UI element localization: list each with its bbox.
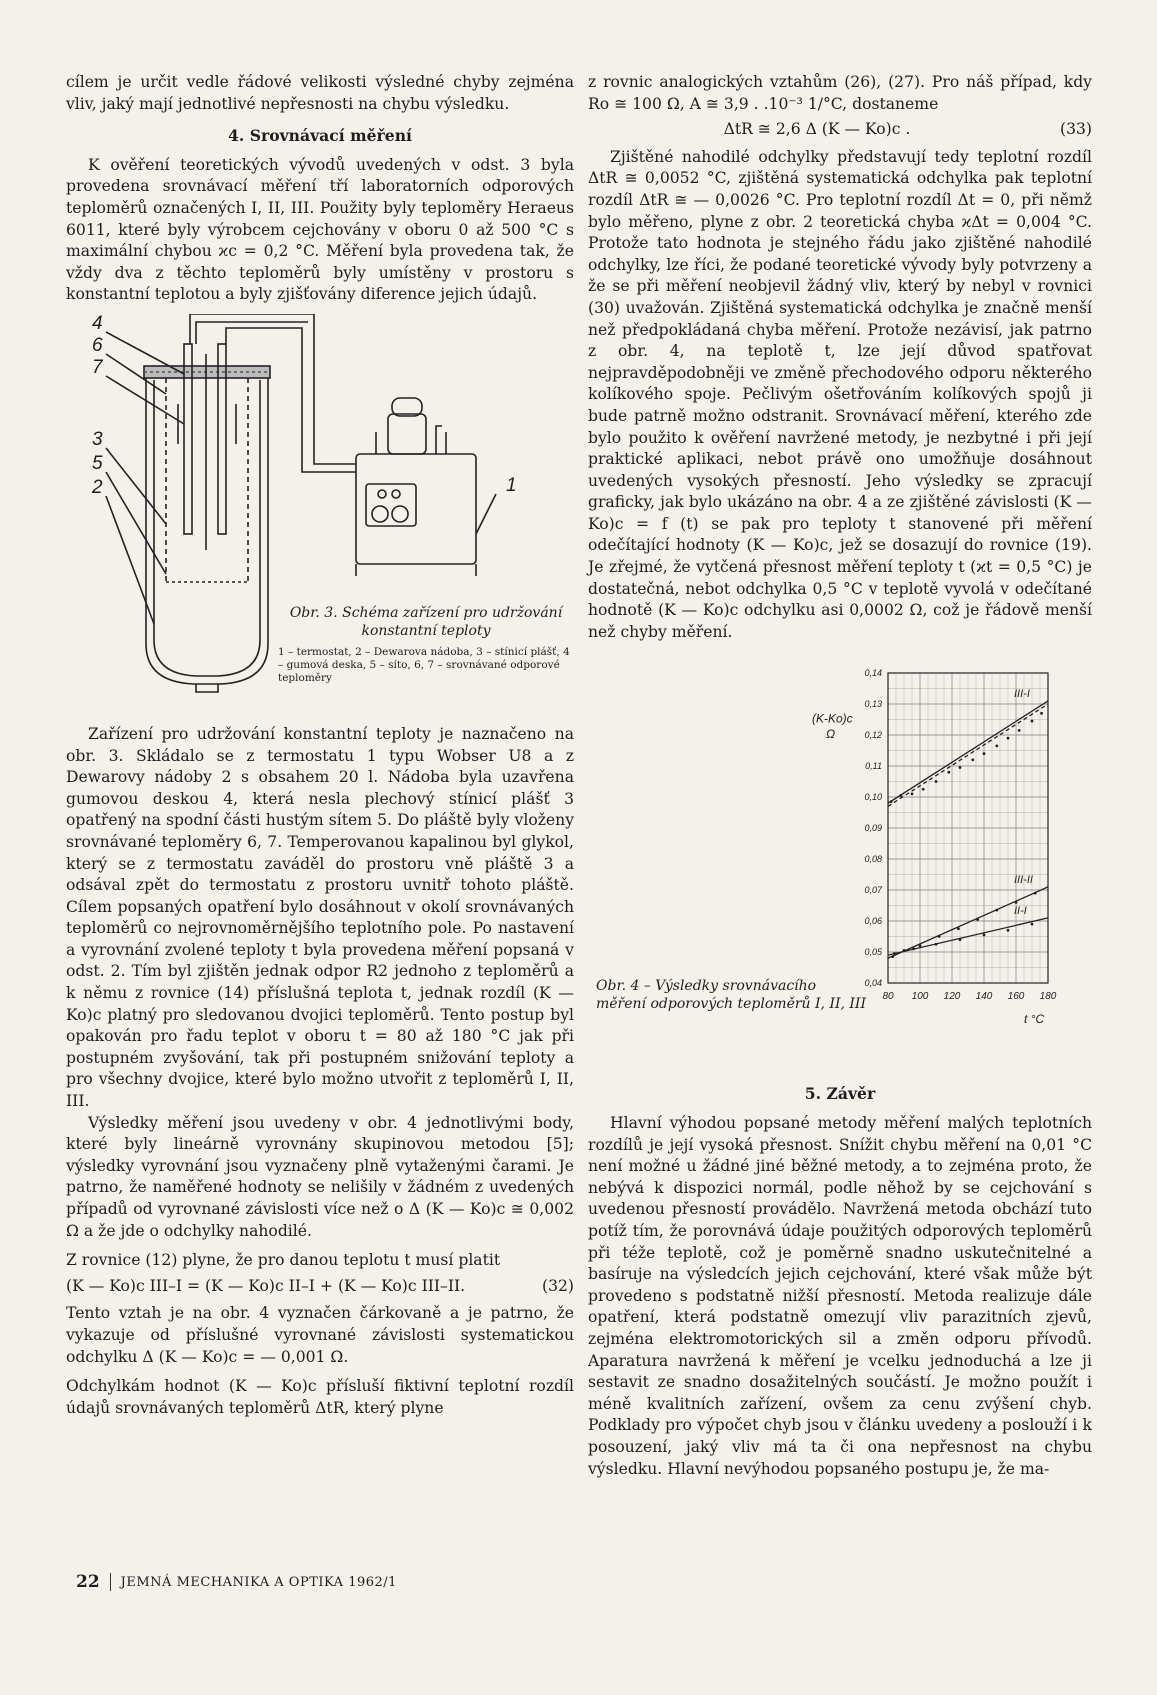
data-point: [983, 934, 986, 937]
figure-4: [588, 653, 1092, 1073]
data-point: [1040, 712, 1043, 715]
figure-3-legend: 1 – termostat, 2 – Dewarova nádoba, 3 – stínicí plášť, 4 – gumová deska, 5 – síto, 6, 7 – srovnávané odporové teploměry: [278, 645, 570, 684]
y-tick-label: 0,08: [864, 854, 882, 865]
x-axis-label: t °C: [1024, 1012, 1045, 1027]
figure-3: [66, 314, 574, 714]
data-point: [976, 918, 979, 921]
data-point: [959, 939, 962, 942]
y-tick-label: 0,06: [864, 916, 882, 927]
data-point: [912, 948, 915, 951]
paragraph: Hlavní výhodou popsané metody měření malých teplotních rozdílů je její vysoká přesnost. Snížit chybu měření na 0,01 °C není možné u žádné jiné běžné metody, a to zejména proto, že nebývá k dispozici normál, podle něhož by se cejchování s uvedenou přesností provádělo. Navržená metoda obchází tuto potíž tím, že porovnává údaje použitých odporových teploměrů při téže teplotě, což je poměrně snadno uskutečnitelné a basíruje na výsledcích jejich cejchování, které však může být provedeno s podstatně nižší přesností. Metoda realizuje dále opatření, která podstatně omezují vliv parazitních zjevů, zejména elektromotorických sil a změn odporu přívodů. Aparatura navržená k měření je vcelku jednoduchá a lze ji sestavit ze snadno dosažitelných součástí. Je možno použít i méně kvalitních zařízení, ovšem za cenu zvýšení chyb. Podklady pro výpočet chyb jsou v článku uvedeny a poslouží i k posouzení, jaký vliv má ta či ona nepřesnost na chybu výsledku. Hlavní nevýhodou popsaného postupu je, že ma-: [588, 1114, 1092, 1478]
data-point: [1031, 720, 1034, 723]
data-point: [1007, 737, 1010, 740]
y-tick-label: 0,12: [864, 730, 882, 741]
section-heading-4: 4. Srovnávací měření: [228, 126, 412, 146]
data-point: [893, 953, 896, 956]
y-axis-unit: Ω: [826, 727, 836, 742]
x-tick-label: 100: [911, 991, 929, 1003]
data-point: [919, 945, 922, 948]
paragraph: Výsledky měření jsou uvedeny v obr. 4 jednotlivými body, které byly lineárně vyrovnány skupinovou metodou [5]; výsledky vyrovnání jsou vyznačeny plně vytaženými čarami. Je patrno, že naměřené hodnoty se nelišily v žádném z uvedených případů od vyrovnané závislosti více než o Δ (K — Ko)c ≅ 0,002 Ω a že jde o odchylky nahodilé.: [66, 1113, 574, 1240]
paragraph: cílem je určit vedle řádové velikosti výsledné chyby zejména vliv, jaký mají jednotlivé nepřesnosti na chybu výsledku.: [66, 73, 574, 113]
journal-title: JEMNÁ MECHANIKA A OPTIKA 1962/1: [120, 1574, 397, 1590]
y-tick-label: 0,11: [865, 761, 882, 772]
series-label: III-II: [1014, 874, 1033, 887]
data-point: [957, 928, 960, 931]
right-column: [588, 72, 1092, 1480]
data-point: [971, 759, 974, 762]
y-tick-label: 0,10: [864, 792, 882, 803]
equation-32-number: (32): [541, 1276, 574, 1295]
data-point: [903, 949, 906, 952]
paragraph: K ověření teoretických vývodů uvedených v odst. 3 byla provedena srovnávací měření tří laboratorních odporových teploměrů označených I, II, III. Použity byly teploměry Heraeus 6011, které byly výrobcem cejchovány v oboru 0 až 500 °C s maximální chybou ϰc = 0,2 °C. Měření byla provedena tak, že vždy dva z těchto teploměrů byly umístěny v prostoru s konstantní teplotou a byly zjišťovány diference jejich údajů.: [66, 155, 574, 304]
y-tick-label: 0,04: [864, 978, 882, 989]
data-point: [1015, 901, 1018, 904]
footer-divider: [110, 1573, 111, 1591]
paragraph: Odchylkám hodnot (K — Ko)c přísluší fiktivní teplotní rozdíl údajů srovnávaných teploměrů ΔtR, který plyne: [66, 1377, 574, 1417]
data-point: [1034, 892, 1037, 895]
y-tick-label: 0,05: [864, 947, 882, 958]
data-point: [1031, 923, 1034, 926]
data-point: [899, 794, 902, 797]
figure-4-caption: Obr. 4 – Výsledky srovnávacího měření odporových teploměrů I, II, III: [596, 978, 866, 1013]
label-6: 6: [92, 334, 103, 356]
paragraph: Zařízení pro udržování konstantní teploty je naznačeno na obr. 3. Skládalo se z termostatu 1 typu Wobser U8 a z Dewarovy nádoby 2 s obsahem 20 l. Nádoba byla uzavřena gumovou deskou 4, která nesla plechový stínicí plášť 3 opatřený na spodní části hustým sítem 5. Do pláště byly vloženy srovnávané teploměry 6, 7. Temperovanou kapalinou byl glykol, který se z termostatu zaváděl do prostoru vně pláště 3 a odsával zpět do termostatu z prostoru uvnitř tohoto pláště. Cílem popsaných opatření bylo dosáhnout v okolí srovnávaných teploměrů co nejrovnoměrnějšího teplotního pole. Po nastavení a vyrovnání zvolené teploty t byla provedena měření popsaná v odst. 2. Tím byl zjištěn jednak odpor R2 jednoho z teploměrů a k němu z rovnice (14) příslušná teplota t, jednak rozdíl (K — Ko)c platný pro sledovanou dvojici teploměrů. Tento postup byl opakován pro řadu teplot v oboru t = 80 až 180 °C jak při postupném zvyšování, tak při postupném snižování teploty a pro všechny dvojice, které bylo možno utvořit z teploměrů I, II, III.: [66, 724, 574, 1111]
data-point: [890, 801, 893, 804]
section-heading-5: 5. Závěr: [804, 1084, 876, 1104]
data-point: [911, 793, 914, 796]
series-label: II-I: [1014, 905, 1027, 918]
label-7: 7: [92, 356, 103, 378]
data-point: [1018, 729, 1021, 732]
data-point: [983, 753, 986, 756]
data-point: [1007, 929, 1010, 932]
figure-3-caption: Obr. 3. Schéma zařízení pro udržování konstantní teploty: [289, 604, 563, 639]
paragraph: Zjištěné nahodilé odchylky představují tedy teplotní rozdíl ΔtR ≅ 0,0052 °C, zjištěná systematická odchylka pak teplotní rozdíl ΔtR ≅ — 0,0026 °C. Pro teplotní rozdíl Δt = 0, při němž bylo měřeno, plyne z obr. 2 teoretická chyba ϰΔt = 0,004 °C. Protože tato hodnota je stejného řádu jako zjištěné nahodilé odchylky, lze říci, že podané teoretické vývody byly potvrzeny a že se při měření neobjevil žádný vliv, který by nebyl v rovnici (30) uvažován. Zjištěná systematická odchylka je značně menší než předpokládaná chyba měření. Protože nezávisí, jak patrno z obr. 4, na teplotě t, lze její důvod spatřovat nejpravděpodobněji ve změně přechodového odporu některého kolíkového spoje. Pečlivým ošetřováním kolíkových spojů ji bude patrně možno odstranit. Srovnávací měření, kterého zde bylo použito k ověření navržené metody, je nezbytné i při její praktické aplikaci, nebot právě ono umožňuje dosáhnout uvedených vysokých přesností. Jeho výsledky se zpracují graficky, jak bylo ukázáno na obr. 4 a ze zjištěné závislosti (K — Ko)c = f (t) se pak pro teploty t stanovené při měření odečítající hodnoty (K — Ko)c, jež se dosazují do rovnice (19). Je zřejmé, že vytčená přesnost měření teploty t (ϰt = 0,5 °C) je dostatečná, nebot odchylka 0,5 °C v teplotě vyvolá v odečítané hodnotě (K — Ko)c odchylku asi 0,0002 Ω, což je řádově menší než chyby měření.: [588, 147, 1092, 641]
y-tick-label: 0,14: [864, 668, 882, 679]
y-axis-label: (K-Ko)c: [812, 712, 853, 727]
paragraph: Z rovnice (12) plyne, že pro danou teplotu t musí platit: [66, 1251, 501, 1270]
data-point: [891, 956, 894, 959]
left-column: [66, 72, 574, 1419]
y-tick-label: 0,13: [864, 699, 882, 710]
page-number: 22: [76, 1572, 100, 1592]
data-point: [947, 771, 950, 774]
equation-33-number: (33): [1059, 120, 1092, 139]
label-1: 1: [506, 474, 517, 496]
x-tick-label: 160: [1007, 991, 1025, 1003]
label-4: 4: [92, 312, 103, 334]
data-point: [959, 767, 962, 770]
data-point: [995, 745, 998, 748]
x-tick-label: 140: [975, 991, 993, 1003]
x-tick-label: 80: [882, 991, 894, 1003]
x-tick-label: 120: [943, 991, 961, 1003]
data-point: [935, 943, 938, 946]
x-tick-label: 180: [1039, 991, 1057, 1003]
data-point: [935, 781, 938, 784]
data-point: [922, 788, 925, 791]
y-tick-label: 0,09: [864, 823, 882, 834]
label-5: 5: [92, 452, 103, 474]
paragraph: z rovnic analogických vztahům (26), (27). Pro náš případ, kdy Ro ≅ 100 Ω, A ≅ 3,9 . .10⁻³ 1/°C, dostaneme: [588, 73, 1092, 113]
data-point: [938, 936, 941, 939]
equation-32: [66, 1276, 574, 1298]
equation-32-expression: (K — Ko)c III–I = (K — Ko)c II–I + (K — Ko)c III–II.: [66, 1276, 466, 1295]
equation-33: [588, 119, 1092, 141]
page-footer: [76, 1572, 397, 1592]
y-tick-label: 0,07: [864, 885, 882, 896]
label-2: 2: [92, 476, 103, 498]
paragraph: Tento vztah je na obr. 4 vyznačen čárkovaně a je patrno, že vykazuje od příslušné vyrovnané závislosti systematickou odchylku Δ (K — Ko)c = — 0,001 Ω.: [66, 1304, 574, 1366]
equation-33-expression: ΔtR ≅ 2,6 Δ (K — Ko)c .: [723, 120, 911, 139]
data-point: [995, 909, 998, 912]
series-label: III-I: [1014, 688, 1030, 701]
label-3: 3: [92, 428, 103, 450]
